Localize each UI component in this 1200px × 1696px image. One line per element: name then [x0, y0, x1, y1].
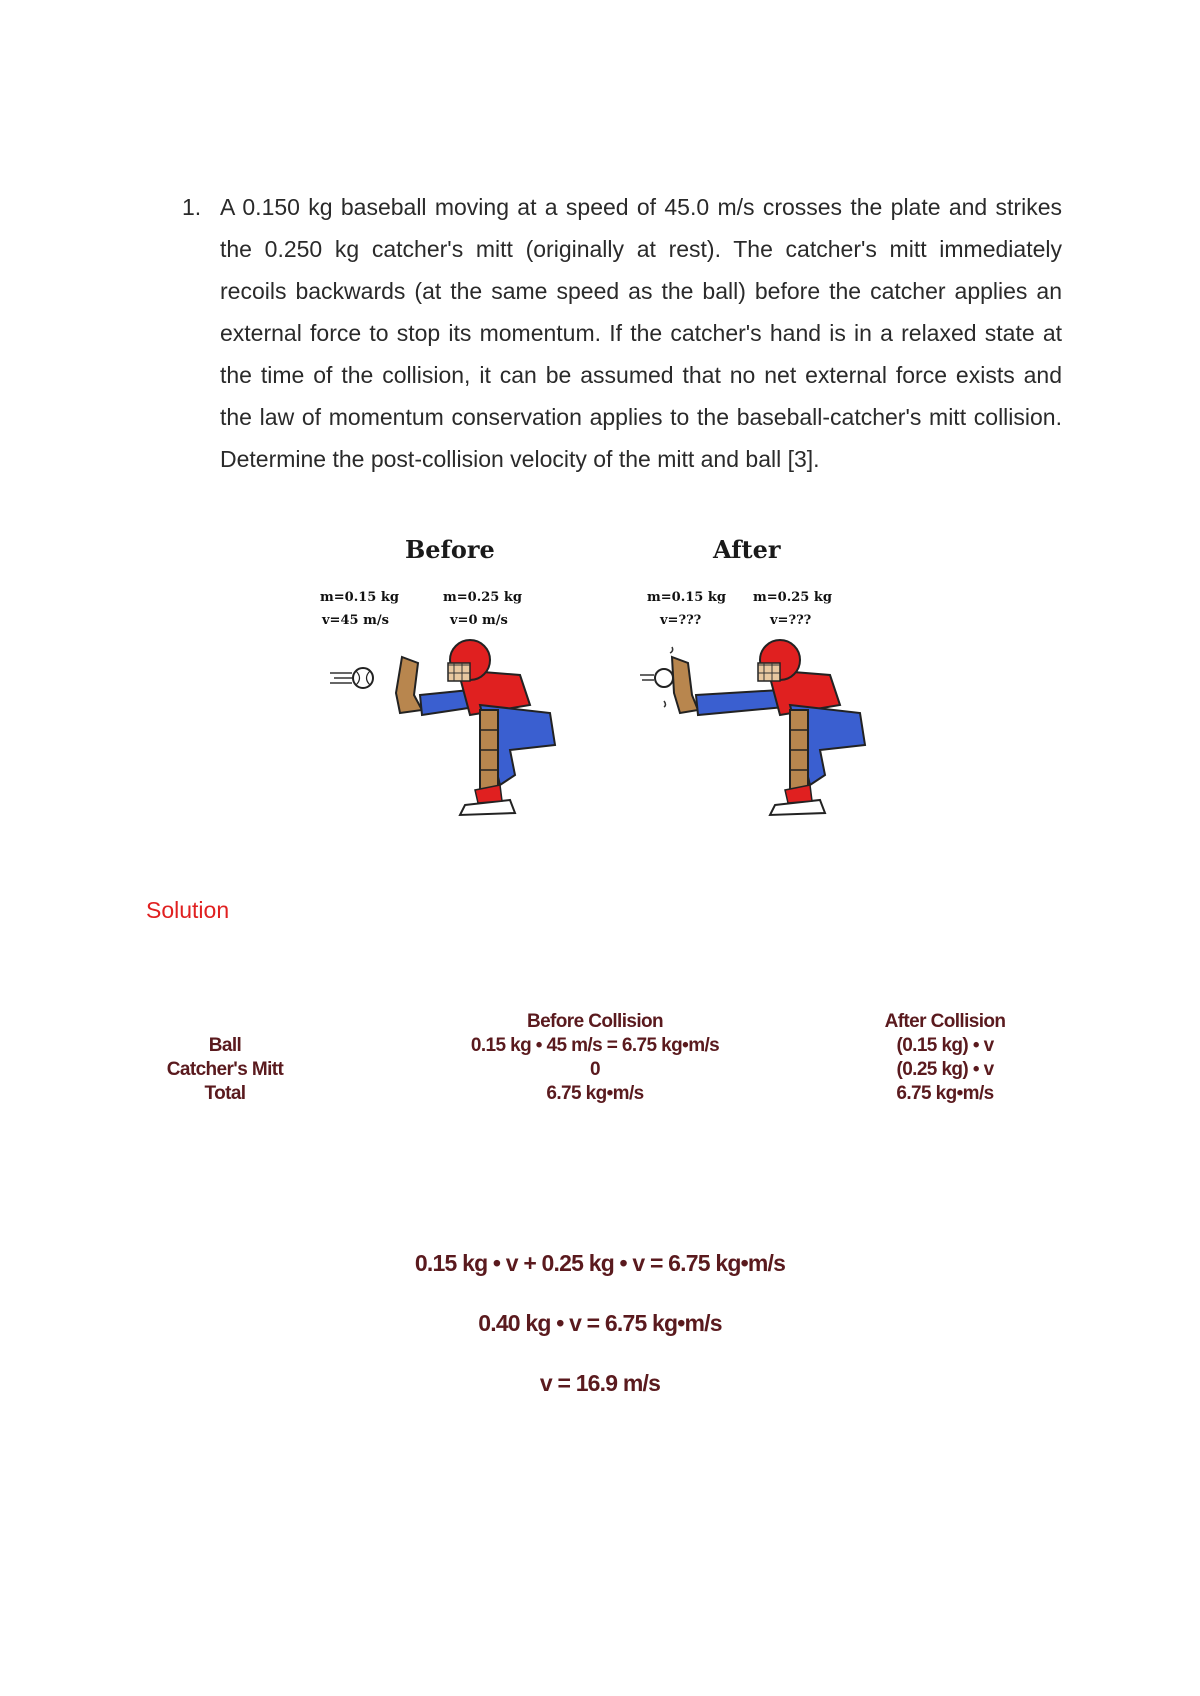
- before-mitt-momentum: 0: [590, 1059, 600, 1080]
- problem-number: 1.: [182, 194, 202, 220]
- after-collision-column: [845, 1010, 1045, 1106]
- after-title: After: [713, 535, 781, 564]
- collision-figure: [310, 535, 910, 835]
- before-ball-momentum: 0.15 kg • 45 m/s = 6.75 kg•m/s: [470, 1035, 720, 1056]
- after-total-momentum: 6.75 kg•m/s: [896, 1083, 994, 1104]
- before-ball-velocity: v=45 m/s: [322, 613, 389, 628]
- after-mitt-momentum: (0.25 kg) • v: [896, 1059, 994, 1080]
- after-ball-mass: m=0.15 kg: [647, 590, 726, 605]
- row-label-total: Total: [204, 1083, 246, 1104]
- equation-3: v = 16.9 m/s: [539, 1370, 661, 1396]
- after-catcher-illustration: [640, 635, 870, 835]
- before-collision-header: Before Collision: [526, 1011, 664, 1032]
- solution-label: Solution: [146, 897, 230, 923]
- before-ball-mass: m=0.15 kg: [320, 590, 399, 605]
- problem-statement: [182, 186, 1062, 480]
- after-ball-momentum: (0.15 kg) • v: [896, 1035, 994, 1056]
- after-mitt-velocity: v=???: [770, 613, 812, 628]
- row-labels-column: [125, 1034, 325, 1106]
- problem-text: A 0.150 kg baseball moving at a speed of 45.0 m/s crosses the plate and strikes the 0.250 kg catcher's mitt (originally at rest). The catcher's mitt immediately recoils backwards (at the same speed as the ball) before the catcher applies an external force to stop its momentum. If the catcher's hand is in a relaxed state at the time of the collision, it can be assumed that no net external force exists and the law of momentum conservation applies to the baseball-catcher's mitt collision. Determine the post-collision velocity of the mitt and ball [3].: [220, 194, 1062, 472]
- catcher-figure: [672, 640, 865, 815]
- before-catcher-illustration: [330, 635, 560, 835]
- row-label-mitt: Catcher's Mitt: [166, 1059, 284, 1080]
- ball-icon: [640, 647, 673, 707]
- row-label-ball: Ball: [208, 1035, 242, 1056]
- ball-icon: [330, 668, 373, 688]
- before-mitt-mass: m=0.25 kg: [443, 590, 522, 605]
- equation-1: 0.15 kg • v + 0.25 kg • v = 6.75 kg•m/s: [414, 1250, 786, 1276]
- equation-2: 0.40 kg • v = 6.75 kg•m/s: [478, 1310, 722, 1336]
- catcher-figure: [396, 640, 555, 815]
- before-title: Before: [405, 535, 495, 564]
- after-mitt-mass: m=0.25 kg: [753, 590, 832, 605]
- before-collision-column: [405, 1010, 785, 1106]
- after-collision-header: After Collision: [884, 1011, 1006, 1032]
- before-mitt-velocity: v=0 m/s: [450, 613, 508, 628]
- before-total-momentum: 6.75 kg•m/s: [546, 1083, 644, 1104]
- after-ball-velocity: v=???: [660, 613, 702, 628]
